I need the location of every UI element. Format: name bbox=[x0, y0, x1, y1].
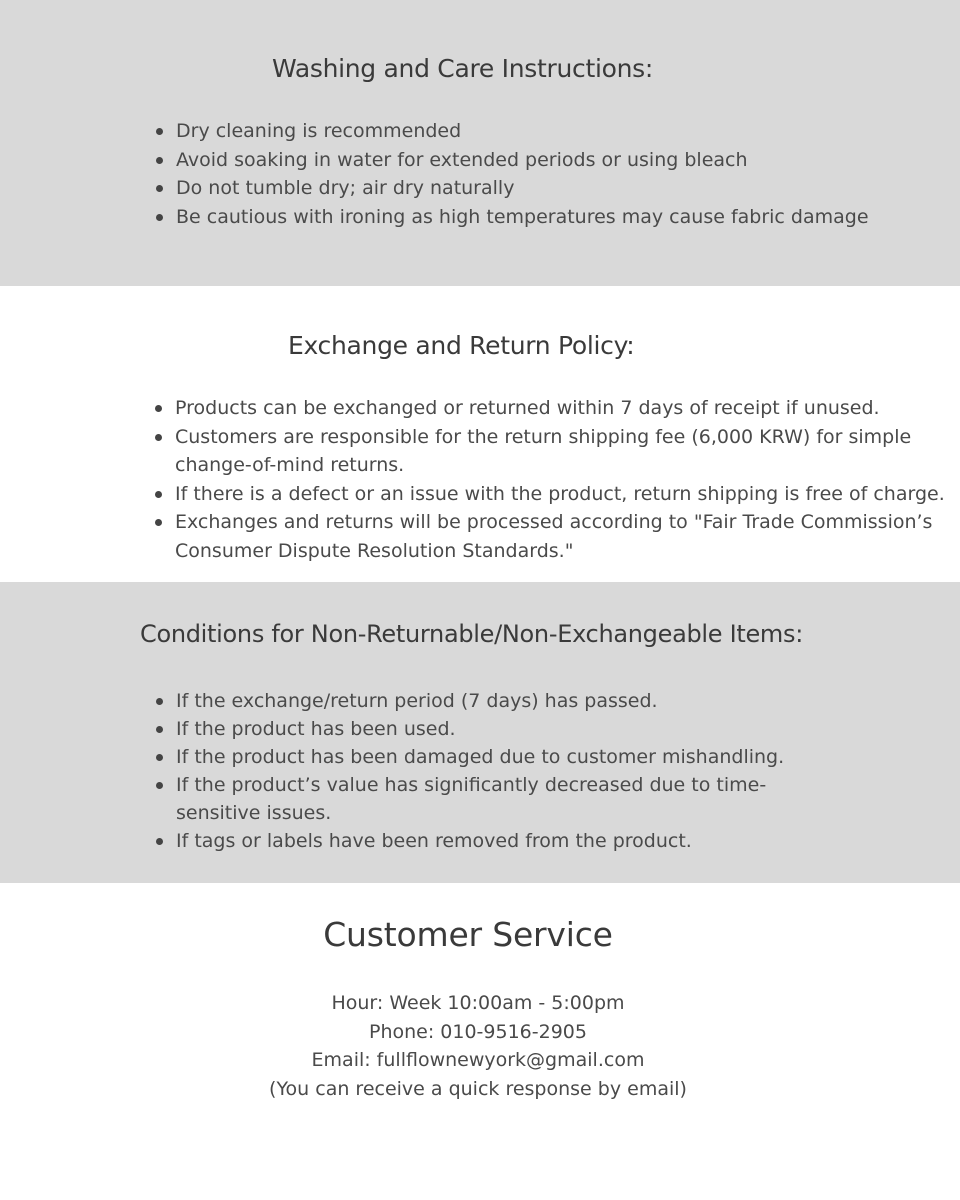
bullet-icon bbox=[156, 838, 163, 845]
bullet-icon bbox=[156, 698, 163, 705]
service-hours: Hour: Week 10:00am - 5:00pm bbox=[331, 992, 625, 1014]
exchange-list bbox=[175, 394, 945, 566]
service-note: (You can receive a quick response by email) bbox=[269, 1077, 687, 1100]
bullet-icon bbox=[156, 754, 163, 761]
list-item: If the product’s value has significantly decreased due to time- sensitive issues. bbox=[176, 771, 784, 827]
list-item: Dry cleaning is recommended bbox=[176, 117, 869, 146]
care-heading: Washing and Care Instructions: bbox=[272, 54, 653, 83]
list-item: If tags or labels have been removed from the product. bbox=[176, 827, 784, 855]
bullet-icon bbox=[155, 434, 162, 441]
service-phone: Phone: 010-9516-2905 bbox=[369, 1020, 587, 1043]
list-item: Avoid soaking in water for extended periods or using bleach bbox=[176, 146, 869, 175]
list-item: If the product has been damaged due to customer mishandling. bbox=[176, 743, 784, 771]
bullet-icon bbox=[155, 405, 162, 412]
bullet-icon bbox=[156, 157, 163, 164]
bullet-icon bbox=[156, 782, 163, 789]
bullet-icon bbox=[155, 491, 162, 498]
list-item: If there is a defect or an issue with the product, return shipping is free of charge. bbox=[175, 480, 945, 509]
list-item: Do not tumble dry; air dry naturally bbox=[176, 174, 869, 203]
bullet-icon bbox=[156, 726, 163, 733]
conditions-list bbox=[176, 687, 784, 855]
conditions-heading: Conditions for Non-Returnable/Non-Exchangeable Items: bbox=[140, 620, 804, 648]
care-list bbox=[176, 117, 869, 231]
customer-service-details bbox=[0, 989, 956, 1103]
list-item: Customers are responsible for the return shipping fee (6,000 KRW) for simple change-of-mind returns. bbox=[175, 423, 945, 480]
exchange-heading: Exchange and Return Policy: bbox=[288, 331, 635, 360]
customer-service-heading: Customer Service bbox=[323, 915, 613, 954]
bullet-icon bbox=[156, 128, 163, 135]
list-item: Exchanges and returns will be processed according to "Fair Trade Commission’s Consumer Dispute Resolution Standards." bbox=[175, 508, 945, 565]
bullet-icon bbox=[156, 214, 163, 221]
list-item: Products can be exchanged or returned within 7 days of receipt if unused. bbox=[175, 394, 945, 423]
list-item: Be cautious with ironing as high temperatures may cause fabric damage bbox=[176, 203, 869, 232]
service-email: Email: fullflownewyork@gmail.com bbox=[311, 1049, 645, 1072]
list-item: If the product has been used. bbox=[176, 715, 784, 743]
list-item: If the exchange/return period (7 days) has passed. bbox=[176, 687, 784, 715]
